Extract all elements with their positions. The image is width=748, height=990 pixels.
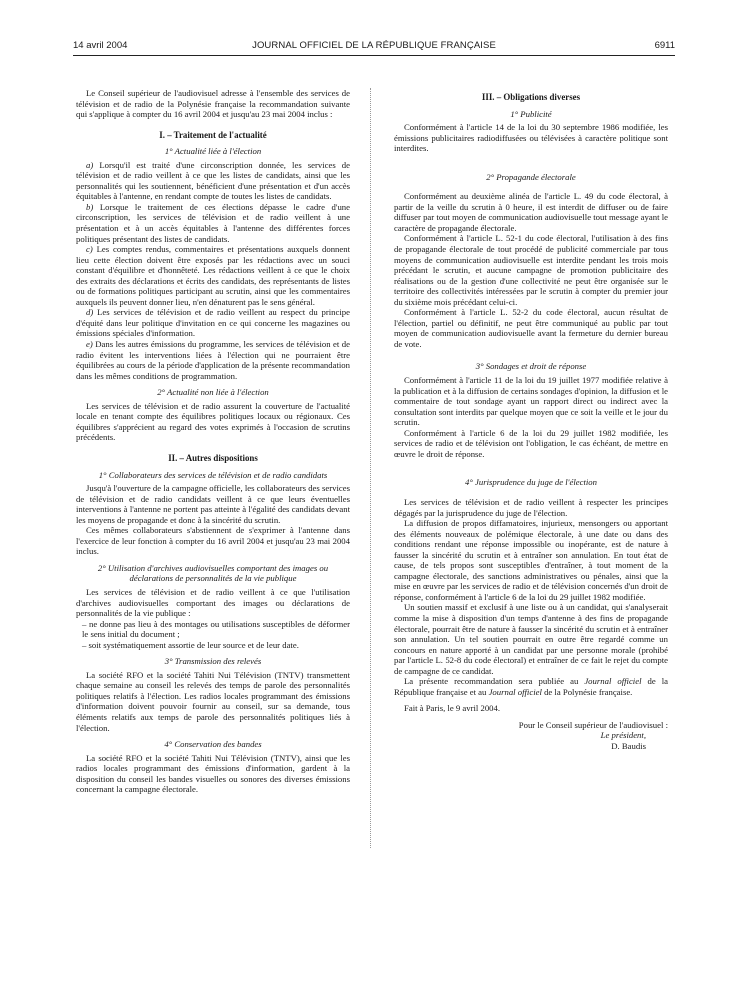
signature-for: Pour le Conseil supérieur de l'audiovisuel : (518, 719, 668, 730)
section-1-2-title: 2° Actualité non liée à l'élection (157, 387, 269, 398)
signature-name: D. Baudis (611, 740, 646, 751)
signature-role: Le président, (600, 730, 646, 741)
list-item: – ne donne pas lieu à des montages ou utilisations susceptibles de déformer le sens initial du document ; (82, 618, 350, 640)
section-2-1-title: 1° Collaborateurs des services de télévision et de radio candidats (98, 469, 328, 480)
header-rule (73, 55, 675, 56)
section-3-2-p2: Conformément à l'article L. 52-1 du code électoral, l'utilisation à des fins de propagande électorale de tout procédé de publicité commerciale par tous moyens de communication audiovisuelle est interdite pendant les trois mois précédant le scrutin, et aucune campagne de promotion publicitaire des réalisations ou de la gestion d'une collectivité ne peut être organisée sur le territoire des collectivités intéressées par le scrutin à compter du premier jour du sixième mois précédant celui-ci. (394, 233, 668, 307)
page-number: 6911 (654, 40, 675, 51)
section-3-title: III. – Obligations diverses (481, 92, 581, 102)
intro-paragraph: Le Conseil supérieur de l'audiovisuel adresse à l'ensemble des services de télévision et de radio de la Polynésie française la recommandation suivante qui s'applique à compter du 16 avril 2004 et jusqu'au 23 mai 2004 inclus : (76, 88, 350, 120)
section-3-4-title: 4° Jurisprudence du juge de l'élection (465, 477, 597, 488)
section-3-4-p2: La diffusion de propos diffamatoires, injurieux, mensongers ou apportant des éléments nouveaux de polémique électorale, à une date ou dans des conditions rendant une réponse impossible ou inopérante, est de nature à fausser la sincérité du scrutin et à entraîner son annulation. En tout état de cause, de tels propos sont susceptibles d'entraîner, à tout moment de la campagne électorale, des sanctions administratives ou pénales, ainsi que la mise en œuvre par les services de radio et de télévision concernés d'un droit de réponse, conformément à l'article 6 de la loi du 29 juillet 1982 modifiée. (394, 518, 668, 602)
item-d-text: Les services de télévision et de radio veillent au respect du principe d'équité dans leur politique d'invitation en ce qui concerne les magazines ou émissions spéciales d'information. (76, 307, 350, 339)
section-3-4-p1: Les services de télévision et de radio veillent à respecter les principes dégagés par la jurisprudence du juge de l'élection. (394, 496, 668, 518)
section-2-3-title: 3° Transmission des relevés (164, 656, 262, 667)
item-c (76, 244, 350, 307)
item-e-text: Dans les autres émissions du programme, les services de télévision et de radio évitent les interventions liées à l'élection qui ne pourraient être équilibrées au cours de la période d'application de la présente recommandation dans les mêmes conditions de programmation. (76, 339, 351, 381)
section-3-2-p3: Conformément à l'article L. 52-2 du code électoral, aucun résultat de l'élection, partiel ou définitif, ne peut être communiqué au public par tout moyen de communication audiovisuelle avant la fermeture du dernier bureau de vote. (394, 307, 668, 349)
item-e-label: e) (86, 339, 93, 350)
section-2-title: II. – Autres dispositions (168, 452, 258, 463)
section-1-title: I. – Traitement de l'actualité (159, 129, 267, 140)
section-2-3-text: La société RFO et la société Tahiti Nui Télévision (TNTV) transmettent chaque semaine au conseil les relevés des temps de parole des personnalités politiques relatifs à l'élection. Les radios locales programmant des émissions d'information doivent pouvoir fournir au conseil, sur sa demande, tous éléments relatifs aux temps de parole des personnalités politiques liés à l'élection. (76, 669, 350, 733)
issue-date: 14 avril 2004 (73, 40, 128, 51)
section-3-2-title: 2° Propagande électorale (486, 171, 576, 182)
section-3-3-title: 3° Sondages et droit de réponse (475, 361, 587, 372)
item-e (76, 339, 350, 381)
section-1-1-title: 1° Actualité liée à l'élection (164, 146, 262, 157)
done-at: Fait à Paris, le 9 avril 2004. (404, 703, 501, 714)
left-column (76, 88, 350, 795)
section-3-2-p1: Conformément au deuxième alinéa de l'article L. 49 du code électoral, à partir de la veille du scrutin à 0 heure, il est interdit de diffuser ou de faire diffuser par tout moyen de communication audiovisuelle tout message ayant le caractère de propagande électorale. (394, 191, 668, 233)
section-2-1-p1: Jusqu'à l'ouverture de la campagne officielle, les collaborateurs des services de télévision et de radio candidats veillent à ce que leurs éventuelles interventions à l'antenne ne portent pas atteinte à l'égalité des candidats devant les moyens de propagande et donc à la sincérité du scrutin. (76, 483, 350, 525)
item-b (76, 202, 350, 244)
item-c-text: Les comptes rendus, commentaires et présentations auxquels donnent lieu cette élection doivent être exposés par les rédactions avec un souci constant d'équilibre et d'honnêteté. Les rédactions veillent à ce que le choix des extraits des déclarations et écrits des candidats, des représentants de listes ou de formations politiques participant au scrutin, ainsi que les commentaires auxquels ils peuvent donner lieu, n'en dénaturent pas le sens général. (76, 244, 350, 307)
item-b-label: b) (86, 201, 94, 212)
section-1-2-text: Les services de télévision et de radio assurent la couverture de l'actualité locale en tenant compte des équilibres politiques locaux ou régionaux. Ces équilibres s'apprécient au regard des votes exprimés à l'occasion de scrutins précédents. (76, 400, 350, 443)
item-b-text: Lorsque le traitement de ces élections dépasse le cadre d'une circonscription, les services de télévision et de radio veillent à une présentation et à un accès équitables à l'antenne des différentes forces politiques présentant des listes de candidats. (76, 201, 350, 244)
section-3-3-p2: Conformément à l'article 6 de la loi du 29 juillet 1982 modifiée, les services de radio et de télévision ont l'obligation, le cas échéant, de mettre en œuvre le droit de réponse. (394, 427, 668, 459)
item-a-text: Lorsqu'il est traité d'une circonscription donnée, les services de télévision et de radio veillent à ce que les listes de candidats, ainsi que les personnalités qui les soutiennent, bénéficient d'une présentation et d'un accès équitables à l'antenne, en rendant compte de toutes les listes de candidats. (76, 159, 351, 202)
publication-notice: La présente recommandation sera publiée au Journal officiel de la République française et au Journal officiel de la Polynésie française. (394, 676, 668, 697)
item-a (76, 160, 350, 202)
list-item: – soit systématiquement assortie de leur source et de leur date. (82, 639, 299, 650)
section-3-1-text: Conformément à l'article 14 de la loi du 30 septembre 1986 modifiée, les émissions publicitaires radiodiffusées ou télévisées à caractère politique sont interdites. (394, 122, 668, 154)
right-column (394, 88, 668, 752)
section-3-3-p1: Conformément à l'article 11 de la loi du 19 juillet 1977 modifiée relative à la publication et à la diffusion de certains sondages d'opinion, la diffusion et le commentaire de tout sondage ayant un rapport direct ou indirect avec la consultation sont interdits par quelque moyen que ce soit la veille et le jour du scrutin. (394, 375, 668, 428)
item-a-label: a) (86, 159, 94, 170)
journal-title: JOURNAL OFFICIEL DE LA RÉPUBLIQUE FRANÇAISE (252, 40, 496, 51)
section-2-4-title: 4° Conservation des bandes (164, 739, 262, 750)
column-divider (370, 88, 371, 848)
section-2-1-p2: Ces mêmes collaborateurs s'abstiennent de s'exprimer à l'antenne dans l'exercice de leur fonction à compter du 16 avril 2004 et jusqu'au 23 mai 2004 inclus. (76, 525, 350, 557)
page-header (73, 40, 675, 54)
section-2-4-text: La société RFO et la société Tahiti Nui Télévision (TNTV), ainsi que les radios locales programmant des émissions d'information, gardent à la disposition du conseil les bandes visuelles ou sonores des diverses émissions concernant la campagne électorale. (76, 752, 350, 795)
section-2-2-title: 2° Utilisation d'archives audiovisuelles comportant des images ou déclarations de personnalités de la vie publique (97, 562, 329, 584)
item-d-label: d) (86, 307, 94, 318)
section-3-4-p3: Un soutien massif et exclusif à une liste ou à un candidat, qui s'analyserait comme la mise à disposition d'un temps d'antenne à des fins de propagande électorale, pourrait être de nature à fausser la sincérité du scrutin et à entraîner son annulation. Un tel soutien pourrait en outre être regardé comme un concours en nature apporté à un candidat par une personne morale (prohibé par l'article L. 52-8 du code électoral) et entraîner de ce fait le rejet du compte de campagne de ce candidat. (394, 602, 668, 676)
section-3-1-title: 1° Publicité (510, 108, 552, 119)
item-d (76, 307, 350, 339)
item-c-label: c) (86, 244, 93, 255)
section-2-2-text: Les services de télévision et de radio veillent à ce que l'utilisation d'archives audiovisuelles comportant des images ou déclarations de personnalités de la vie publique : (76, 586, 350, 619)
